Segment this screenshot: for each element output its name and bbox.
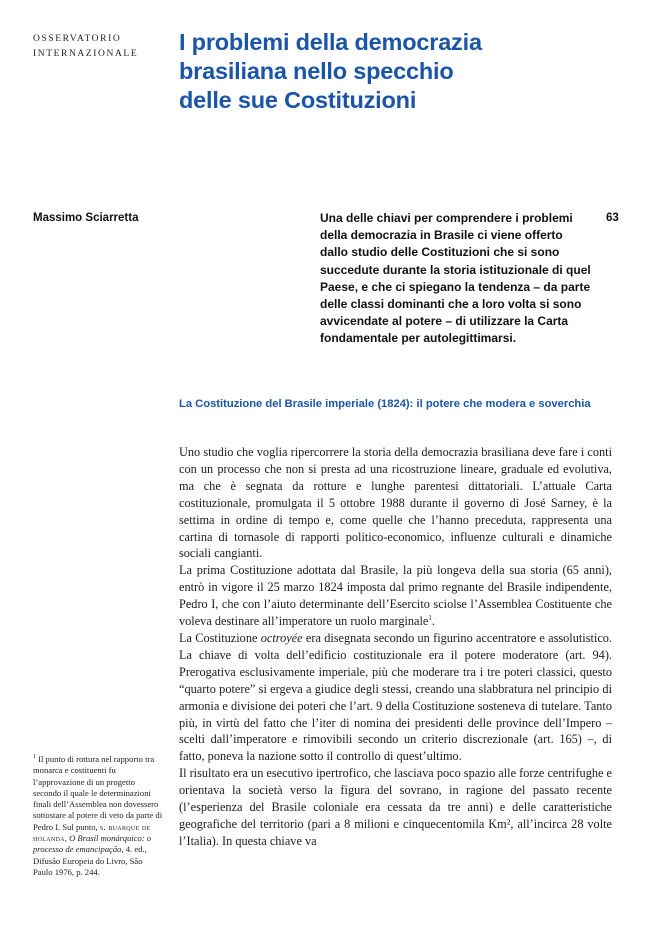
kicker-line-2: INTERNAZIONALE	[33, 49, 139, 59]
article-body	[179, 444, 612, 850]
paragraph-text: era disegnata secondo un figurino accentratore e assolutistico. La chiave di volta dell’edificio costituzionale era il potere moderatore (art. 94). Prerogativa esclusivamente imperiale, più che moderare tra i tre poteri classici, questo “quarto potere” si ergeva a giudice degli stessi, creando una slabbratura nel principio di armonia e divisione dei poteri che l’art. 9 della Costituzione sosteneva di tutelare. Tanto più, in virtù del fatto che l’iter di nomina dei presidenti delle province dell’Impero – scelti dall’imperatore e rimovibili secondo un criterio discrezionale (art. 165) –, di fatto, poneva la nazione sotto il controllo di quest’ultimo.	[179, 630, 612, 764]
footnote-text: , 4. ed., Difusão Europeia do Livro, São Paulo 1976, p. 244.	[33, 844, 147, 877]
title-line-3: delle sue Costituzioni	[179, 87, 417, 113]
article-title	[179, 28, 609, 115]
article-abstract: Una delle chiavi per comprendere i problemi della democrazia in Brasile ci viene offerto dallo studio delle Costituzioni che si sono succedute durante la storia istituzionale di quel Paese, e che ci spiegano la tendenza – da parte delle classi dominanti che a loro volta si sono avvicendate al potere – di utilizzare la Carta fondamentale per autolegittimarsi.	[320, 211, 591, 346]
kicker-line-1: OSSERVATORIO	[33, 34, 122, 44]
body-paragraph-4	[179, 765, 612, 850]
section-heading: La Costituzione del Brasile imperiale (1824): il potere che modera e soverchia	[179, 398, 591, 410]
paragraph-text: La Costituzione	[179, 630, 261, 645]
body-paragraph-1	[179, 444, 612, 562]
footnote	[33, 754, 163, 878]
body-paragraph-3	[179, 630, 612, 765]
paragraph-text: Il risultato era un esecutivo ipertrofico, che lasciava poco spazio alle forze centrifughe e orientava la società verso la figura del sovrano, in ragione del passato recente (l’esperienza del Brasile coloniale era cessata da tre anni) e delle caratteristiche geografiche del territorio (pari a 8 milioni e cinquecentomila Km², all’incirca 28 volte l’Italia). In questa chiave va	[179, 766, 612, 848]
footnote-reference[interactable]: 1	[428, 613, 432, 622]
page-number: 63	[606, 212, 619, 224]
body-paragraph-2: La prima Costituzione adottata dal Brasile, la più longeva della sua storia (65 anni), entrò in vigore il 25 marzo 1824 imposta dal primo regnante del Brasile indipendente, Pedro I, che con l’aiuto determinante dell’Esercito sciolse l’Assemblea Costituente che voleva destinare all’imperatore un ruolo marginale$^1$.	[179, 563, 612, 629]
author-name: Massimo Sciarretta	[33, 212, 139, 224]
footnote-cited-work: O Brasil monárquico: o processo de emancipação	[33, 833, 152, 855]
footnote-marker: 1	[33, 754, 36, 761]
footnote-text: Il punto di rottura nel rapporto tra monarca e costituenti fu l’approvazione di un progetto secondo il quale le determinazioni finali dell’Assemblea non dovessero sottostare al potere di veto da parte di Pedro I. Sul punto,	[33, 754, 163, 832]
emphasized-term: octroyée	[260, 630, 303, 645]
footnote-text: ,	[64, 833, 70, 844]
section-kicker	[33, 32, 138, 62]
title-line-1: I problemi della democrazia	[179, 29, 482, 55]
paragraph-text: Uno studio che voglia ripercorrere la storia della democrazia brasiliana deve fare i conti con un processo che non si presta ad una ricostruzione lineare, graduale ed evolutiva, ma che è segnata da rotture e lunghe parentesi dittatoriali. L’attuale Carta costituzionale, promulgata il 5 ottobre 1988 durante il governo di José Sarney, è la settima in ordine di tempo e, come quelle che l’hanno preceduta, rappresenta una cartina di tornasole di rapporti politico-economico, influenze culturali e dinamiche sociali cangianti.	[179, 445, 612, 561]
paragraph-text: La prima Costituzione adottata dal Brasile, la più longeva della sua storia (65 anni), entrò in vigore il 25 marzo 1824 imposta dal primo regnante del Brasile indipendente, Pedro I, che con l’aiuto determinante dell’Esercito sciolse l’Assemblea Costituente che voleva destinare all’imperatore un ruolo marginale	[179, 563, 612, 629]
title-line-2: brasiliana nello specchio	[179, 58, 454, 84]
footnote-cited-author: s. buarque de holanda	[33, 821, 151, 844]
